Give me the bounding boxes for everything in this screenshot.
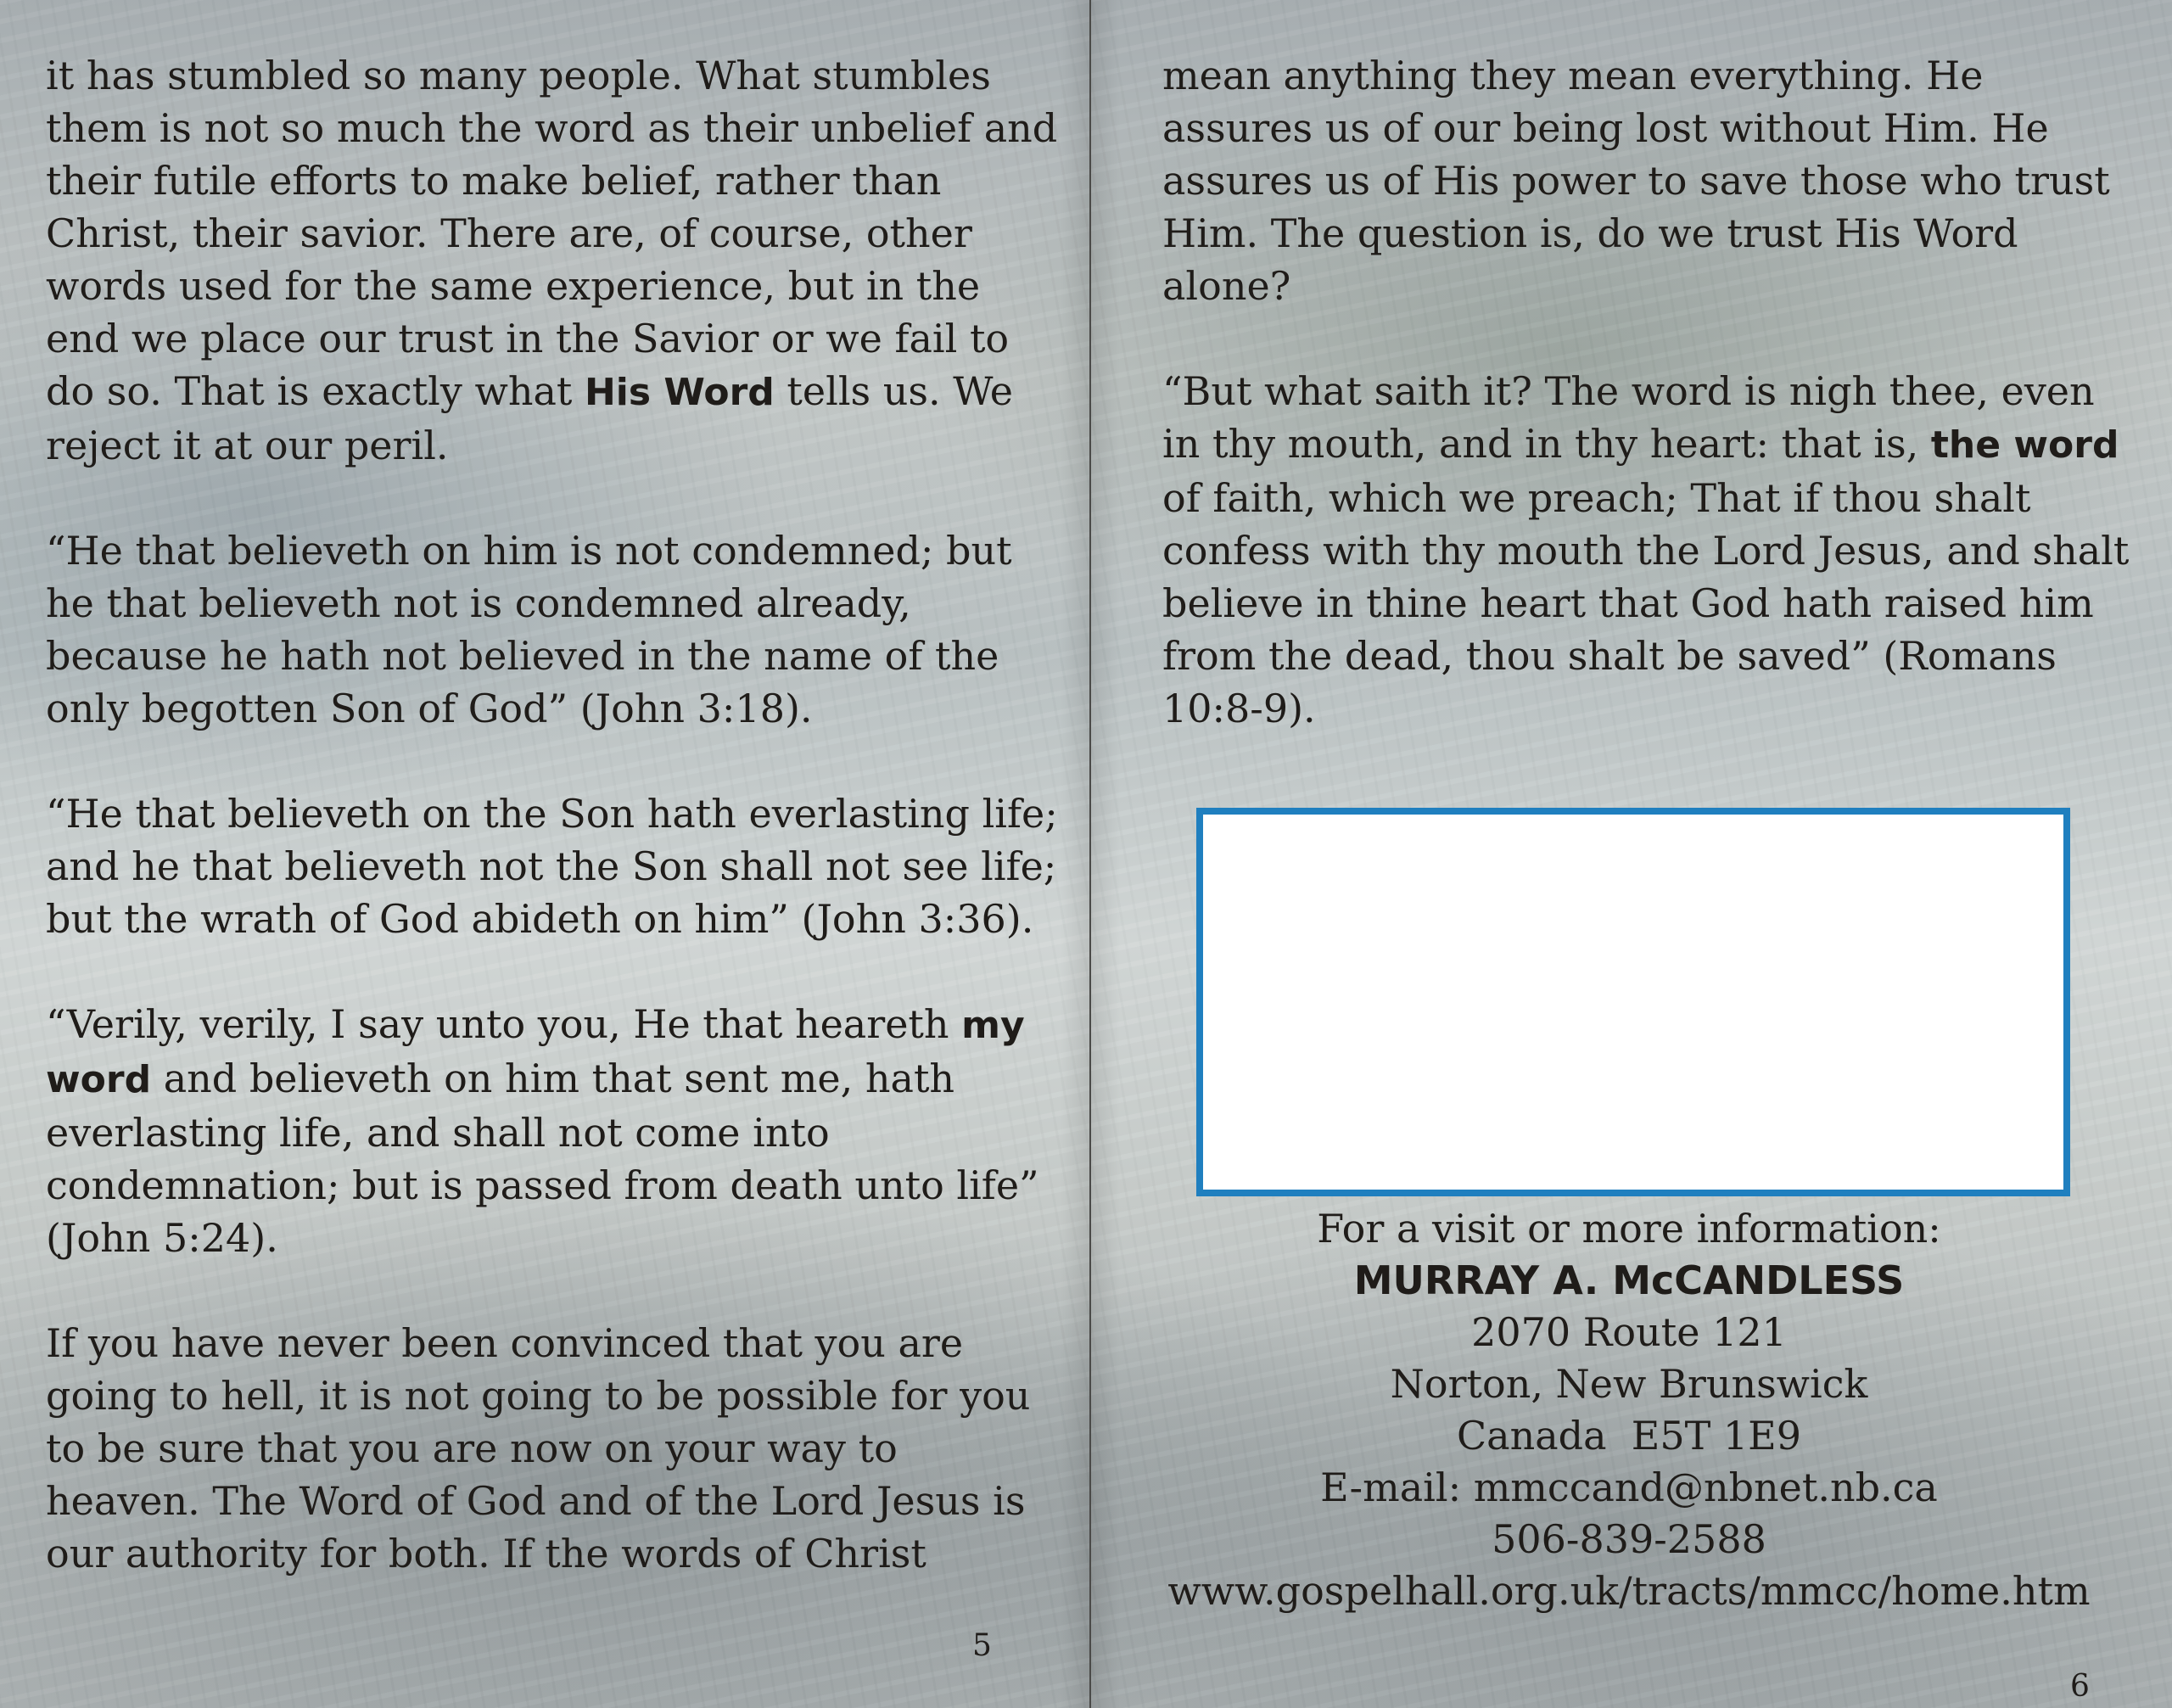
left-paragraph <box>46 1317 1064 1580</box>
contact-city: Norton, New Brunswick <box>1390 1361 1868 1407</box>
scripture-quote-john-5-24 <box>46 998 1064 1264</box>
center-fold-line <box>1089 0 1091 1708</box>
right-page-body <box>1162 49 2138 735</box>
text-run: “He that believeth on him is not condemned; but he that believeth not is condemned already, because he hath not believed in the name of the only begotten Son of God” (John 3:18). <box>46 528 1012 731</box>
emphasis-text: His Word <box>584 371 775 414</box>
text-run: tells us. We reject it at our peril. <box>46 368 1014 468</box>
emphasis-text: my word <box>46 1004 1025 1101</box>
contact-phone: 506-839-2588 <box>1492 1516 1766 1562</box>
contact-intro: For a visit or more information: <box>1317 1206 1941 1252</box>
left-page-body <box>46 49 1064 1580</box>
page-number: 5 <box>972 1628 992 1663</box>
contact-street: 2070 Route 121 <box>1471 1309 1787 1355</box>
scripture-quote-john-3-36 <box>46 787 1064 945</box>
left-paragraph <box>46 49 1064 472</box>
emphasis-text: the word <box>1930 423 2119 467</box>
contact-email: E-mail: mmccand@nbnet.nb.ca <box>1320 1464 1938 1510</box>
scripture-quote-john-3-18 <box>46 524 1064 735</box>
text-run: “But what saith it? The word is nigh thee, even in thy mouth, and in thy heart: that is, <box>1162 368 2095 467</box>
text-run: If you have never been convinced that you are going to hell, it is not going to be possible for you to be sure that you are now on your way to heaven. The Word of God and of the Lord Jesus is our authority for both. If the words of Christ <box>46 1320 1031 1576</box>
page-number: 6 <box>2070 1669 2090 1704</box>
text-run: and believeth on him that sent me, hath everlasting life, and shall not come into condemnation; but is passed from death unto life” (John 5:24). <box>46 1056 1039 1261</box>
contact-website: www.gospelhall.org.uk/tracts/mmcc/home.htm <box>1167 1568 2091 1614</box>
text-run: it has stumbled so many people. What stumbles them is not so much the word as their unbelief and their futile efforts to make belief, rather than Christ, their savior. There are, of course, other words used for the same experience, but in the end we place our trust in the Savior or we fail to do so. That is exactly what <box>46 53 1058 414</box>
text-run: “He that believeth on the Son hath everlasting life; and he that believeth not the Son shall not see life; but the wrath of God abideth on him” (John 3:36). <box>46 791 1058 942</box>
contact-block <box>1128 1203 2130 1617</box>
text-run: mean anything they mean everything. He assures us of our being lost without Him. He assures us of His power to save those who trust Him. The question is, do we trust His Word alone? <box>1162 53 2110 309</box>
blank-stamp-box <box>1196 808 2070 1196</box>
text-run: “Verily, verily, I say unto you, He that heareth <box>46 1001 962 1047</box>
contact-name: MURRAY A. McCANDLESS <box>1353 1257 1905 1303</box>
contact-country-postal: Canada E5T 1E9 <box>1456 1413 1802 1459</box>
scripture-quote-romans-10-8-9 <box>1162 365 2138 735</box>
right-paragraph <box>1162 49 2138 312</box>
text-run: of faith, which we preach; That if thou shalt confess with thy mouth the Lord Jesus, and shalt believe in thine heart that God hath raised him from the dead, thou shalt be saved” (Romans 10:8-9). <box>1162 475 2130 731</box>
